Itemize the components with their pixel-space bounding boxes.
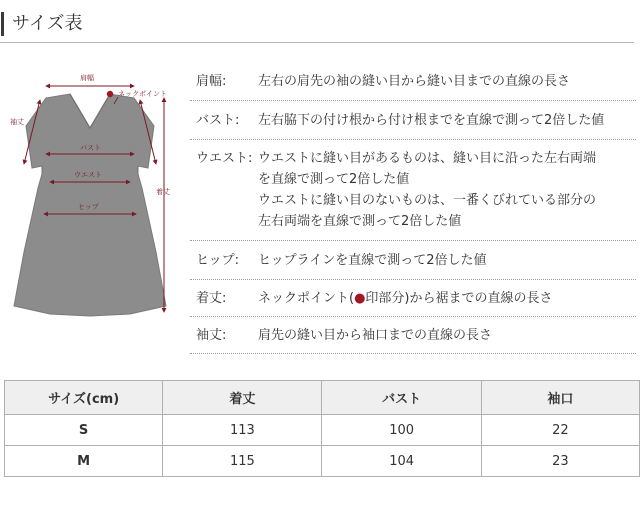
- definition-row: [190, 241, 636, 280]
- definition-line: [258, 288, 553, 309]
- definition-text: [258, 250, 487, 271]
- table-header-row: [5, 381, 640, 415]
- column-header: 袖口: [481, 381, 639, 415]
- table-cell: M: [5, 446, 163, 477]
- definition-text: [258, 325, 492, 346]
- definition-text: [258, 148, 596, 232]
- measurement-definitions: [190, 62, 636, 354]
- definition-row: [190, 280, 636, 317]
- definition-row: [190, 140, 636, 241]
- table-row: [5, 415, 640, 446]
- column-header: 着丈: [163, 381, 322, 415]
- table-cell: 23: [481, 446, 639, 477]
- definition-line: 肩先の縫い目から袖口までの直線の長さ: [258, 328, 493, 343]
- definition-term: ウエスト:: [196, 151, 253, 166]
- table-cell: 104: [322, 446, 481, 477]
- waist-label: ウエスト: [74, 171, 102, 179]
- definition-term: 袖丈:: [196, 328, 227, 343]
- definition-term: 着丈:: [196, 291, 227, 306]
- definition-line: を直線で測って2倍した値: [258, 172, 410, 187]
- section-header: [0, 8, 634, 43]
- table-cell: 113: [163, 415, 322, 446]
- length-label: 着丈: [156, 188, 170, 196]
- definition-line-part: 印部分)から裾までの直線の長さ: [365, 291, 553, 306]
- column-header: サイズ(cm): [5, 381, 163, 415]
- definition-row: [190, 62, 636, 101]
- definition-line: 左右両端を直線で測って2倍した値: [258, 214, 462, 229]
- table-cell: 22: [481, 415, 639, 446]
- definition-term: ヒップ:: [196, 253, 239, 268]
- definition-text: [258, 71, 570, 92]
- title-accent-bar: [1, 12, 4, 36]
- table-cell: 115: [163, 446, 322, 477]
- neck-point-dot-icon: ●: [354, 291, 366, 306]
- sleeve-length-label: 袖丈: [10, 118, 24, 126]
- neck-point-label: ネックポイント: [118, 90, 167, 98]
- definition-line-part: ネックポイント(: [258, 291, 355, 306]
- page-title: サイズ表: [12, 13, 83, 34]
- table-row: [5, 446, 640, 477]
- hip-label: ヒップ: [78, 203, 99, 211]
- definition-text: [258, 110, 604, 131]
- size-table: [4, 380, 640, 477]
- definition-line: ウエストに縫い目のないものは、一番くびれている部分の: [258, 193, 597, 208]
- column-header: バスト: [322, 381, 481, 415]
- dress-measurement-diagram: [6, 64, 186, 330]
- definition-term: 肩幅:: [196, 74, 227, 89]
- definition-line: ウエストに縫い目があるものは、縫い目に沿った左右両端: [258, 151, 597, 166]
- definition-line: ヒップラインを直線で測って2倍した値: [258, 253, 487, 268]
- definition-term: バスト:: [196, 113, 240, 128]
- definition-row: [190, 317, 636, 354]
- table-cell: 100: [322, 415, 481, 446]
- definition-row: [190, 101, 636, 140]
- definition-text: [258, 288, 553, 309]
- bust-label: バスト: [80, 144, 101, 152]
- table-cell: S: [5, 415, 163, 446]
- shoulder-width-label: 肩幅: [80, 74, 94, 82]
- dress-illustration: [6, 64, 186, 330]
- neck-point-marker: [107, 91, 113, 97]
- definition-line: 左右の肩先の袖の縫い目から縫い目までの直線の長さ: [258, 74, 571, 89]
- definition-line: 左右脇下の付け根から付け根までを直線で測って2倍した値: [258, 113, 605, 128]
